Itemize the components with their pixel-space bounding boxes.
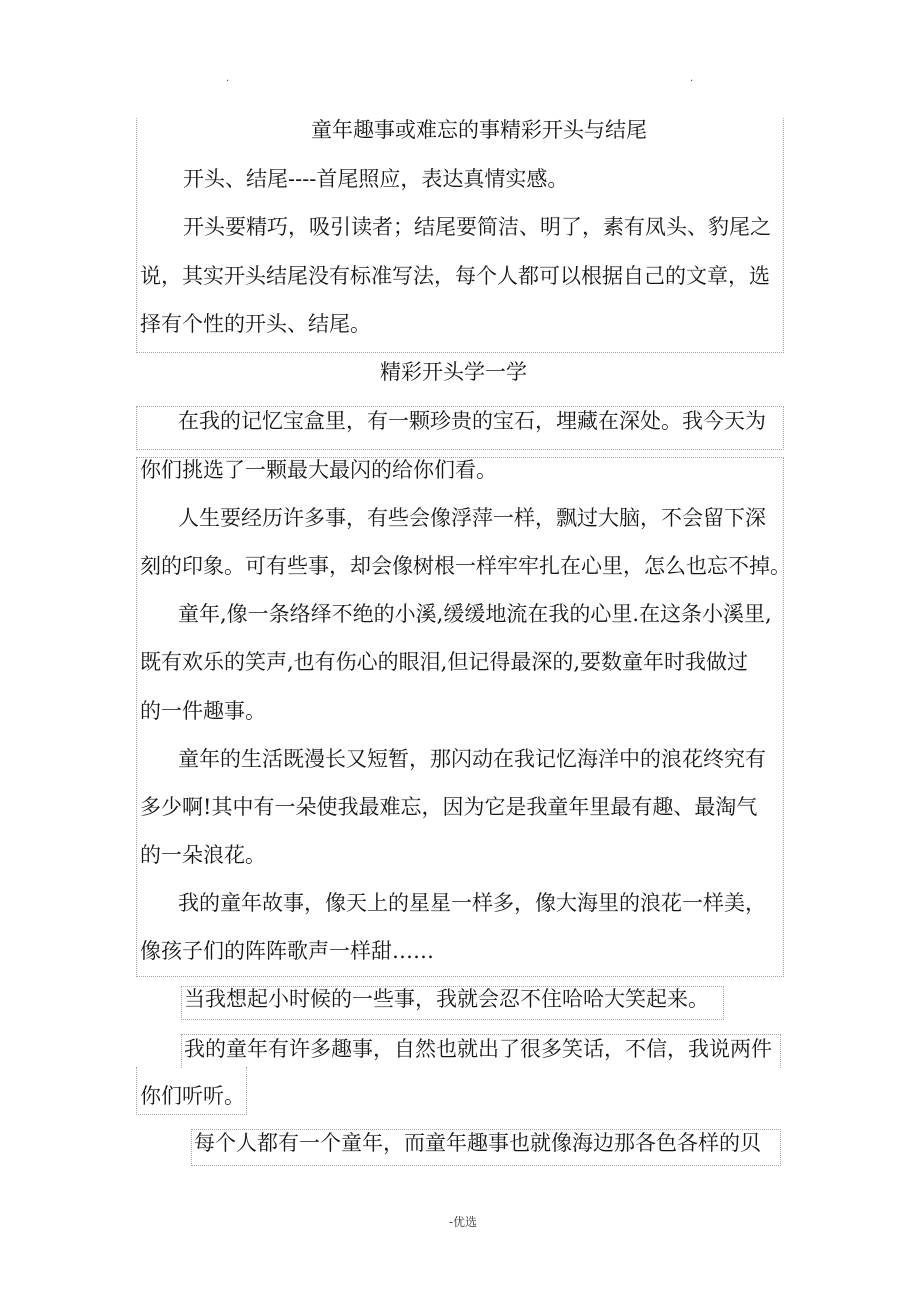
page-title: 童年趣事或难忘的事精彩开头与结尾 (311, 118, 647, 142)
header-dot-left: . (226, 73, 230, 84)
footer-label: -优选 (449, 1215, 478, 1229)
example-4-line-2: 多少啊!其中有一朵使我最难忘，因为它是我童年里最有趣、最淘气 (140, 795, 758, 819)
header-dot-right: . (690, 73, 694, 84)
example-7-line-2: 你们听听。 (140, 1084, 245, 1108)
example-6-line-1: 当我想起小时候的一些事，我就会忍不住哈哈大笑起来。 (184, 987, 709, 1011)
section-title: 精彩开头学一学 (380, 360, 527, 384)
example-2-line-1: 人生要经历许多事，有些会像浮萍一样，飘过大脑，不会留下深 (178, 506, 766, 530)
example-1-line-1: 在我的记忆宝盒里，有一颗珍贵的宝石，埋藏在深处。我今天为 (178, 409, 766, 433)
example-4-line-3: 的一朵浪花。 (140, 843, 266, 867)
example-5-line-2: 像孩子们的阵阵歌声一样甜…… (140, 939, 434, 963)
example-2-line-2: 刻的印象。可有些事，却会像树根一样牢牢扎在心里，怎么也忘不掉。 (140, 554, 791, 578)
example-5-line-1: 我的童年故事，像天上的星星一样多，像大海里的浪花一样美， (178, 891, 766, 915)
example-4-line-1: 童年的生活既漫长又短暂，那闪动在我记忆海洋中的浪花终究有 (178, 747, 766, 771)
example-8-line-1: 每个人都有一个童年，而童年趣事也就像海边那各色各样的贝 (194, 1131, 761, 1155)
example-3-line-1: 童年,像一条络绎不绝的小溪,缓缓地流在我的心里.在这条小溪里, (178, 602, 772, 626)
intro-paragraph-1: 开头、结尾----首尾照应，表达真情实感。 (183, 167, 569, 191)
intro-paragraph-2-line-3: 择有个性的开头、结尾。 (140, 312, 371, 336)
intro-paragraph-2-line-2: 说，其实开头结尾没有标准写法，每个人都可以根据自己的文章，选 (140, 264, 770, 288)
intro-paragraph-2-line-1: 开头要精巧，吸引读者；结尾要简洁、明了，素有凤头、豹尾之 (183, 215, 771, 239)
example-1-line-2: 你们挑选了一颗最大最闪的给你们看。 (140, 458, 497, 482)
example-3-line-2: 既有欢乐的笑声,也有伤心的眼泪,但记得最深的,要数童年时我做过 (140, 650, 749, 674)
example-3-line-3: 的一件趣事。 (140, 699, 266, 723)
example-7-line-1: 我的童年有许多趣事，自然也就出了很多笑话，不信，我说两件 (184, 1037, 772, 1061)
